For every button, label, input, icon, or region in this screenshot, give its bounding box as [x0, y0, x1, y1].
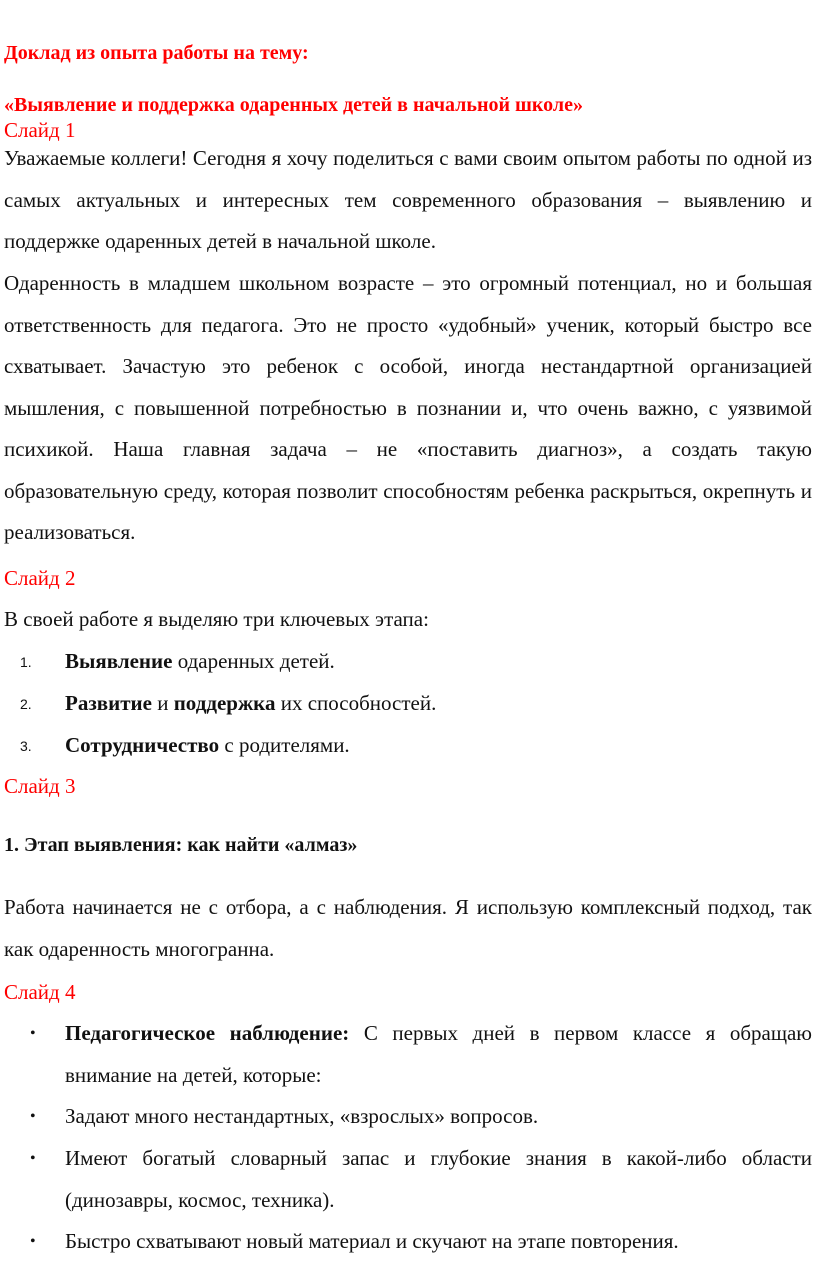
stage-term-2: поддержка: [173, 691, 276, 715]
stage-term: Сотрудничество: [65, 733, 220, 757]
stage-connector: и: [151, 691, 174, 715]
stage-term: Выявление: [65, 649, 173, 673]
bullet-item-4: [4, 1221, 812, 1263]
observation-paragraph: Работа начинается не с отбора, а с наблюдения. Я использую комплексный подход, так как одаренность многогранна.: [4, 895, 812, 961]
bullet-item-2: [4, 1096, 812, 1138]
bullet-term: Педагогическое наблюдение:: [65, 1021, 350, 1045]
slide-label-3: Слайд 3: [4, 774, 76, 798]
bullet-icon: •: [30, 1233, 36, 1250]
list-number: 3.: [20, 738, 32, 754]
list-item-text: [65, 649, 335, 674]
slide-label-4: Слайд 4: [4, 980, 76, 1004]
document-title-line-1: Доклад из опыта работы на тему:: [4, 42, 309, 64]
list-item-text: [65, 1013, 812, 1096]
slide-label-2: Слайд 2: [4, 566, 76, 590]
giftedness-paragraph: Одаренность в младшем школьном возрасте – это огромный потенциал, но и большая ответственность для педагога. Это не просто «удобный» ученик, который быстро все схватывает. Зачастую это ребенок с особой, иногда нестандартной организацией мышления, с повышенной потребностью в познании и, что очень важно, с уязвимой психикой. Наша главная задача – не «поставить диагноз», а создать такую образовательную среду, которая позволит способностям ребенка раскрыться, окрепнуть и реализоваться.: [4, 271, 812, 544]
stage-1-heading: 1. Этап выявления: как найти «алмаз»: [4, 834, 358, 856]
bullet-description: С первых дней в первом классе я обращаю внимание на детей, которые:: [65, 1021, 812, 1087]
stages-intro-text: В своей работе я выделяю три ключевых этапа:: [4, 607, 429, 631]
stage-description: с родителями.: [219, 733, 350, 757]
bullet-icon: •: [30, 1025, 36, 1042]
bullet-icon: •: [30, 1108, 36, 1125]
list-number: 2.: [20, 696, 32, 712]
list-number: 1.: [20, 654, 32, 670]
intro-paragraph: Уважаемые коллеги! Сегодня я хочу поделиться с вами своим опытом работы по одной из самых актуальных и интересных тем современного образования – выявлению и поддержке одаренных детей в начальной школе.: [4, 146, 812, 253]
list-item-text: Задают много нестандартных, «взрослых» вопросов.: [65, 1104, 539, 1128]
stage-description: их способностей.: [275, 691, 437, 715]
bullet-item-3: [4, 1138, 812, 1221]
bullet-item-1: [4, 1013, 812, 1096]
list-item-text: [65, 733, 350, 758]
list-item-text: [65, 691, 436, 716]
stage-description: одаренных детей.: [172, 649, 335, 673]
slide-label-1: Слайд 1: [4, 118, 76, 142]
stage-term: Развитие: [65, 691, 152, 715]
document-title-line-2: «Выявление и поддержка одаренных детей в начальной школе»: [4, 94, 583, 116]
bullet-icon: •: [30, 1150, 36, 1167]
list-item-text: Быстро схватывают новый материал и скучают на этапе повторения.: [65, 1229, 679, 1253]
list-item-text: Имеют богатый словарный запас и глубокие знания в какой-либо области (динозавры, космос, техника).: [65, 1146, 812, 1212]
